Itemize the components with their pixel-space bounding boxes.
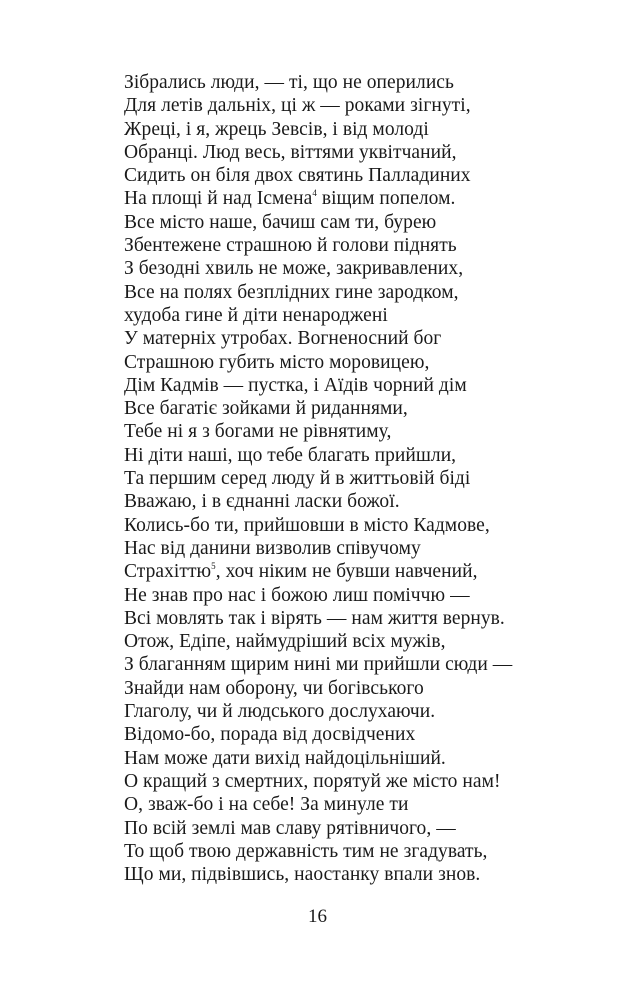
poem-line xyxy=(124,630,544,653)
poem-line-text: На площі й над Ісмена xyxy=(124,188,313,210)
poem-line-text: Дім Кадмів — пустка, і Аїдів чорний дім xyxy=(124,374,467,396)
poem-line xyxy=(124,187,544,210)
poem-line xyxy=(124,607,544,630)
poem-line-text: Сидить он біля двох святинь Палладиних xyxy=(124,165,471,187)
poem-line-text: О кращий з смертних, порятуй же місто нам! xyxy=(124,770,501,792)
poem-line-text: Колись-бо ти, прийшовши в місто Кадмове, xyxy=(124,514,490,536)
poem-line-text: З безодні хвиль не може, закривавлених, xyxy=(124,258,464,280)
poem-line-text: По всій землі мав славу рятівничого, — xyxy=(124,817,456,839)
poem-line-text: Все на полях безплідних гине зародком, xyxy=(124,281,459,303)
poem-line xyxy=(124,840,544,863)
poem-line-text: Страхіттю xyxy=(124,561,212,583)
poem-line-text: Все багатіє зойками й риданнями, xyxy=(124,398,408,420)
poem-line-text: Тебе ні я з богами не рівнятиму, xyxy=(124,421,392,443)
poem-line xyxy=(124,584,544,607)
poem-line-text: Нас від данини визволив співучому xyxy=(124,537,421,559)
poem-line-text: Що ми, підвівшись, наостанку впали знов. xyxy=(124,864,481,886)
poem-line-text: Жреці, і я, жрець Зевсів, і від молоді xyxy=(124,118,429,140)
poem-line-text: Обранці. Люд весь, віттями уквітчаний, xyxy=(124,141,457,163)
poem-line xyxy=(124,444,544,467)
poem-line xyxy=(124,257,544,280)
poem-line-text: Не знав про нас і божою лиш поміччю — xyxy=(124,584,470,606)
poem-line-text: худоба гине й діти ненароджені xyxy=(124,304,388,326)
poem-line xyxy=(124,747,544,770)
poem-line xyxy=(124,467,544,490)
poem-line-text: Збентежене страшною й голови піднять xyxy=(124,235,457,257)
poem-line-text: З благанням щирим нині ми прийшли сюди — xyxy=(124,654,513,676)
poem-line-text: Нам може дати вихід найдоцільніший. xyxy=(124,747,446,769)
poem-text-block xyxy=(124,71,544,886)
poem-line-text: Для летів дальніх, ці ж — роками зігнуті, xyxy=(124,95,471,117)
poem-line xyxy=(124,327,544,350)
poem-line xyxy=(124,490,544,513)
poem-line-text-continued: , хоч ніким не бувши навчений, xyxy=(215,561,478,583)
poem-line-text: Вважаю, і в єднанні ласки божої. xyxy=(124,491,400,513)
poem-line xyxy=(124,863,544,886)
poem-line xyxy=(124,793,544,816)
poem-line xyxy=(124,94,544,117)
poem-line-text: Ні діти наші, що тебе благать прийшли, xyxy=(124,444,457,466)
poem-line xyxy=(124,351,544,374)
poem-line xyxy=(124,420,544,443)
poem-line xyxy=(124,723,544,746)
poem-line-text: Глаголу, чи й людського дослухаючи. xyxy=(124,701,436,723)
poem-line-text: Всі мовлять так і вірять — нам життя вернув. xyxy=(124,607,505,629)
poem-line xyxy=(124,71,544,94)
page-number: 16 xyxy=(308,906,327,927)
poem-line-text: Та першим серед люду й в життьовій біді xyxy=(124,468,471,490)
poem-line xyxy=(124,141,544,164)
poem-line-text: Зібрались люди, — ті, що не оперились xyxy=(124,72,454,93)
poem-line xyxy=(124,164,544,187)
poem-line xyxy=(124,211,544,234)
poem-line-text: У матерніх утробах. Вогненосний бог xyxy=(124,328,442,350)
footnote-marker: 4 xyxy=(312,188,317,199)
poem-line xyxy=(124,770,544,793)
poem-line-text-continued: віщим попелом. xyxy=(316,188,456,210)
poem-line xyxy=(124,304,544,327)
poem-line-text: Отож, Едіпе, наймудріший всіх мужів, xyxy=(124,631,446,653)
poem-line-text: Страшною губить місто моровицею, xyxy=(124,351,430,373)
poem-line xyxy=(124,118,544,141)
poem-line xyxy=(124,700,544,723)
poem-line xyxy=(124,653,544,676)
poem-line-text: Все місто наше, бачиш сам ти, бурею xyxy=(124,211,437,233)
poem-line xyxy=(124,677,544,700)
poem-line xyxy=(124,817,544,840)
poem-line xyxy=(124,514,544,537)
poem-line xyxy=(124,560,544,583)
poem-line-text: То щоб твою державність тим не згадувать, xyxy=(124,840,488,862)
poem-line xyxy=(124,397,544,420)
poem-line-text: О, зваж-бо і на себе! За минуле ти xyxy=(124,794,409,816)
poem-line-text: Знайди нам оборону, чи богівського xyxy=(124,677,424,699)
poem-line xyxy=(124,281,544,304)
poem-line xyxy=(124,234,544,257)
poem-line xyxy=(124,374,544,397)
footnote-marker: 5 xyxy=(211,561,216,572)
poem-line xyxy=(124,537,544,560)
poem-line-text: Відомо-бо, порада від досвідчених xyxy=(124,724,416,746)
